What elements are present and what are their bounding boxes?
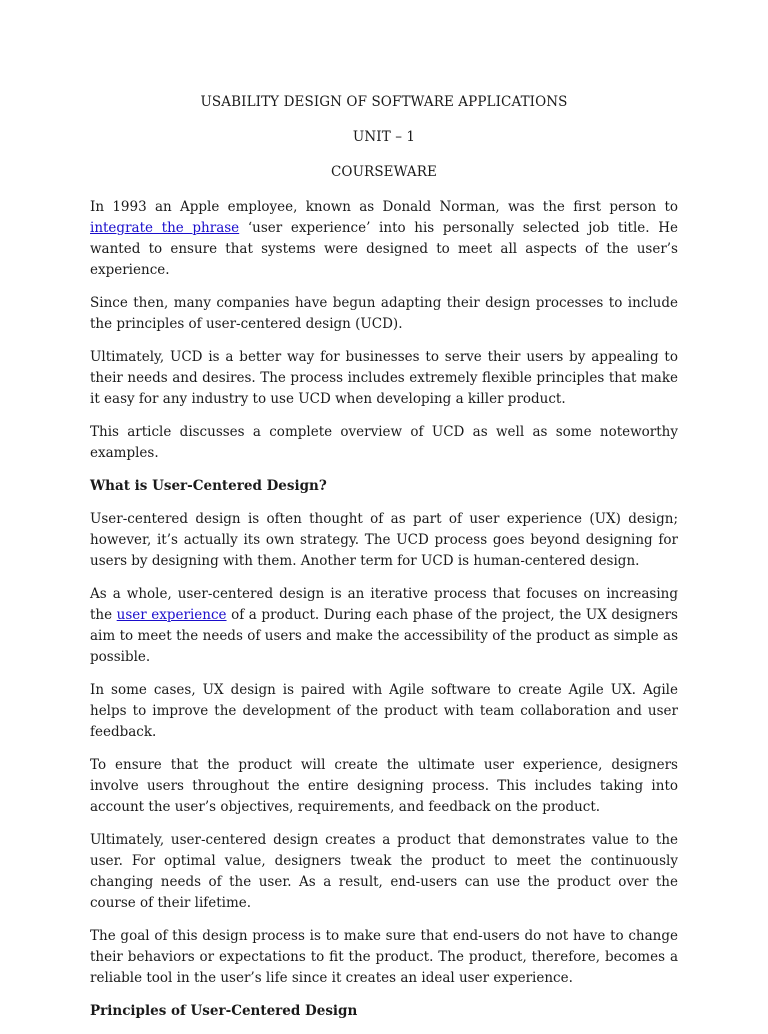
paragraph-history-text-before: In 1993 an Apple employee, known as Donald Norman, was the first person to — [90, 199, 678, 215]
paragraph-ucd-definition: User-centered design is often thought of as part of user experience (UX) design; however, it’s actually its own strategy. The UCD process goes beyond designing for users by designing with them. Another term for UCD is human-centered design. — [90, 511, 678, 569]
paragraph-iterative-text-after: of a product. During each phase of the project, the UX designers aim to meet the needs of users and make the accessibility of the product as simple as possible. — [90, 607, 678, 665]
paragraph-article-overview: This article discusses a complete overview of UCD as well as some noteworthy examples. — [90, 424, 678, 461]
paragraph-iterative-process — [90, 584, 678, 668]
heading-principles-ucd: Principles of User-Centered Design — [90, 1003, 358, 1019]
paragraph-involve-users: To ensure that the product will create the ultimate user experience, designers involve users throughout the entire designing process. This includes taking into account the user’s objectives, requirements, and feedback on the product. — [90, 757, 678, 815]
paragraph-history-text-after: ‘user experience’ into his personally selected job title. He wanted to ensure that systems were designed to meet all aspects of the user’s experience. — [90, 220, 679, 278]
document-title: USABILITY DESIGN OF SOFTWARE APPLICATIONS — [200, 94, 568, 110]
integrate-the-phrase-link[interactable]: integrate the phrase — [90, 220, 240, 236]
paragraph-demonstrates-value: Ultimately, user-centered design creates a product that demonstrates value to the user. For optimal value, designers tweak the product to meet the continuously changing needs of the user. As a result, end-users can use the product over the course of their lifetime. — [90, 832, 678, 911]
paragraph-ultimately-ucd: Ultimately, UCD is a better way for businesses to serve their users by appealing to their needs and desires. The process includes extremely flexible principles that make it easy for any industry to use UCD when developing a killer product. — [90, 349, 678, 407]
paragraph-iterative-text-before: As a whole, user-centered design is an iterative process that focuses on increasing the — [90, 586, 678, 623]
unit-label: UNIT – 1 — [352, 129, 416, 145]
paragraph-agile-ux: In some cases, UX design is paired with Agile software to create Agile UX. Agile helps to improve the development of the product with team collaboration and user feedback. — [90, 682, 678, 740]
heading-what-is-ucd: What is User-Centered Design? — [90, 478, 327, 494]
paragraph-history — [90, 197, 678, 281]
document-page — [90, 92, 678, 1034]
section-label: COURSEWARE — [330, 164, 437, 180]
user-experience-link[interactable]: user experience — [116, 607, 227, 623]
paragraph-design-goal: The goal of this design process is to make sure that end-users do not have to change their behaviors or expectations to fit the product. The product, therefore, becomes a reliable tool in the user’s life since it creates an ideal user experience. — [90, 928, 678, 986]
paragraph-since-then: Since then, many companies have begun adapting their design processes to include the principles of user-centered design (UCD). — [90, 295, 678, 332]
